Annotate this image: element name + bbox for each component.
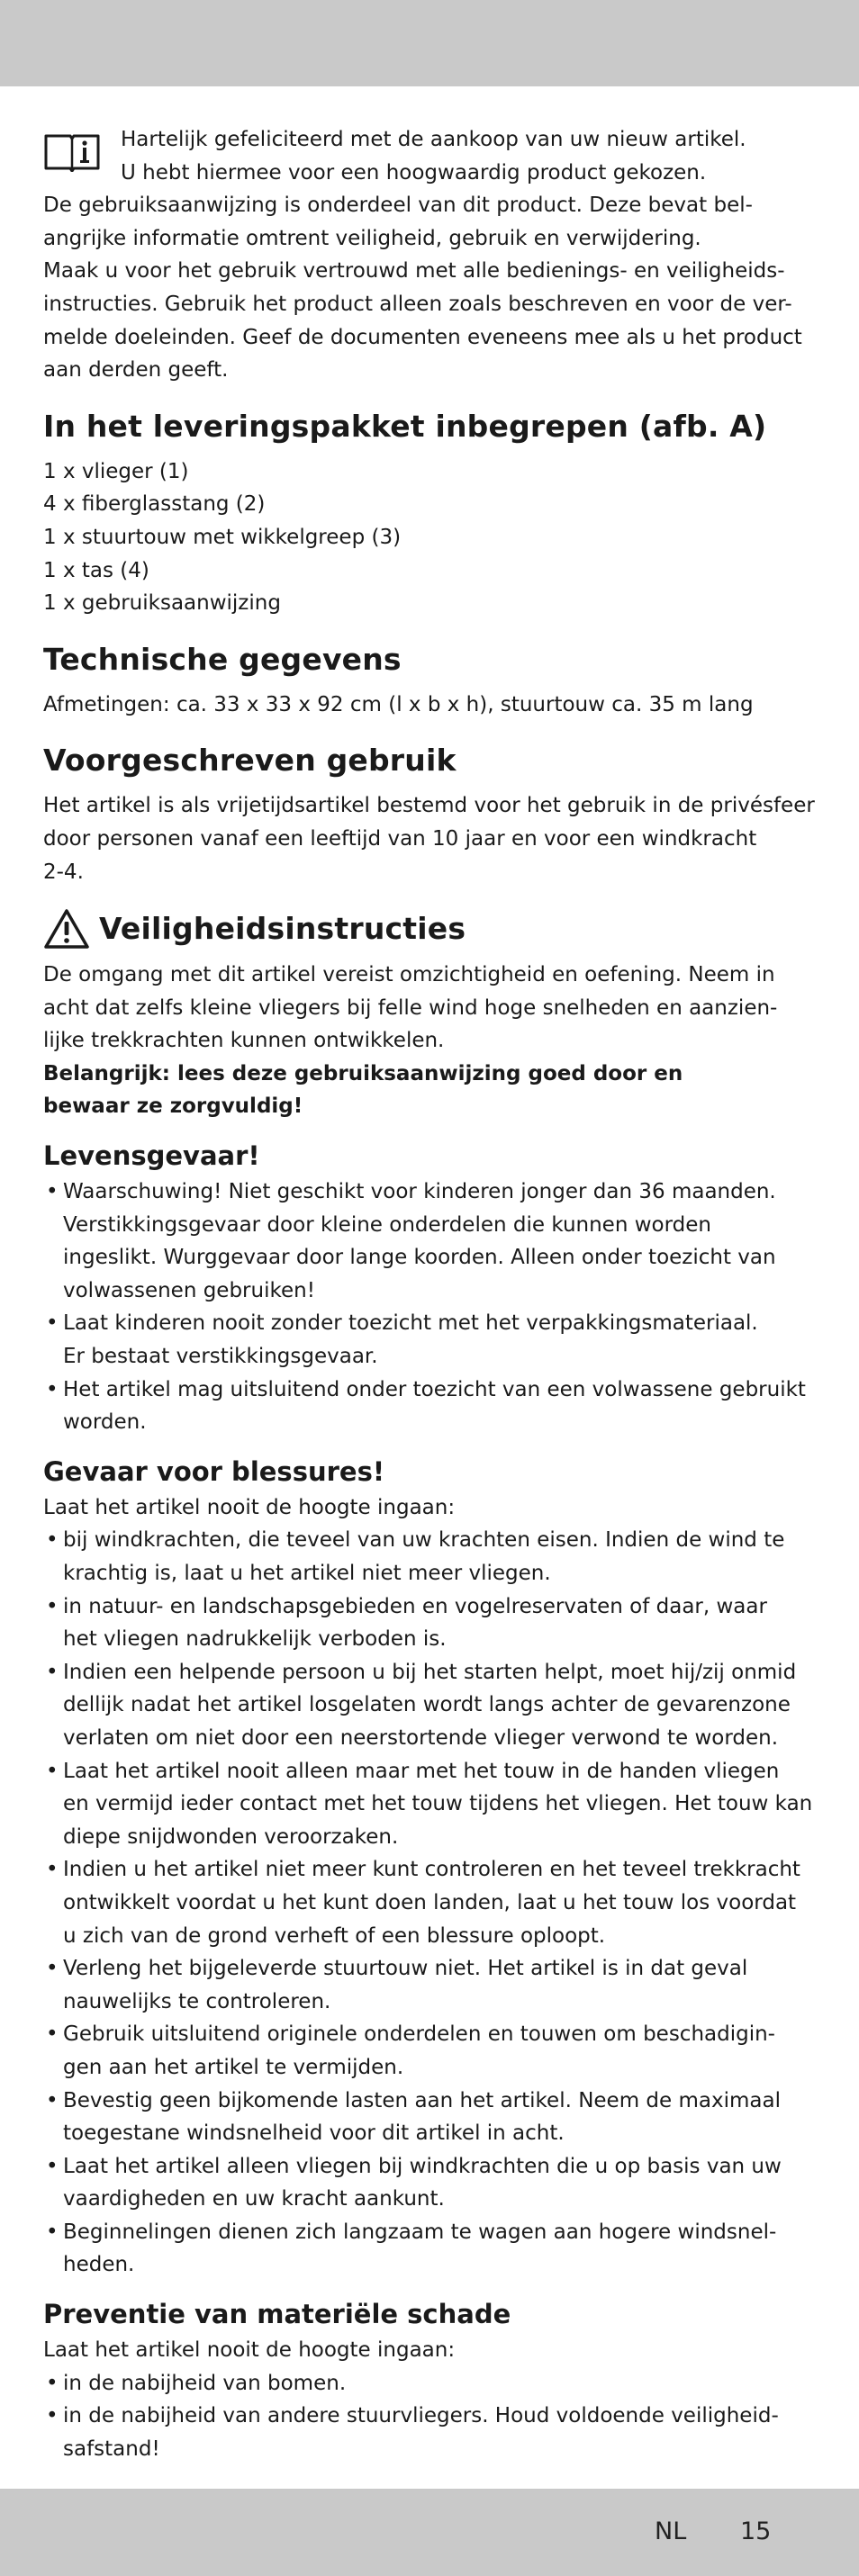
bullet-dot-icon: • <box>46 1660 59 1684</box>
intro-line: melde doeleinden. Geef de documenten eveneens mee als u het product <box>43 325 802 349</box>
bullet-line: u zich van de grond verheft of een blessure oploopt. <box>63 1923 606 1948</box>
bullet-item <box>43 2216 818 2282</box>
bullet-item <box>43 1307 818 1373</box>
bullet-line: worden. <box>63 1410 147 1435</box>
bullet-line: in natuur- en landschapsgebieden en vogelreservaten of daar, waar <box>63 1594 767 1618</box>
intended-line: 2-4. <box>43 860 84 884</box>
bullet-dot-icon: • <box>46 1377 59 1401</box>
bullet-line: toegestane windsnelheid voor dit artikel in acht. <box>63 2121 565 2146</box>
bullet-line: ingeslikt. Wurggevaar door lange koorden. Alleen onder toezicht van <box>63 1246 776 1270</box>
damage-heading-block <box>43 2296 818 2332</box>
bullet-dot-icon: • <box>46 1311 59 1336</box>
intro-line: Hartelijk gefeliciteerd met de aankoop van uw nieuw artikel. <box>121 128 746 151</box>
bullet-dot-icon: • <box>46 2371 59 2395</box>
damage-heading: Preventie van materiële schade <box>43 2299 511 2330</box>
list-item: 4 x fiberglasstang (2) <box>43 492 266 517</box>
bullet-item <box>43 1524 818 1590</box>
bullet-line: verlaten om niet door een neerstortende vlieger verwond te worden. <box>63 1725 779 1750</box>
bullet-dot-icon: • <box>46 2022 59 2047</box>
intro-section <box>43 123 818 387</box>
bullet-line: Gebruik uitsluitend originele onderdelen en touwen om beschadigin- <box>63 2022 775 2047</box>
bullet-item <box>43 1175 818 1307</box>
safety-heading-block <box>43 908 818 950</box>
footer-language: NL <box>655 2517 687 2545</box>
bullet-line: Laat het artikel alleen vliegen bij windkrachten die u op basis van uw <box>63 2154 782 2178</box>
danger-bullet-list <box>43 1175 818 1439</box>
bullet-item <box>43 2085 818 2150</box>
intro-line: Maak u voor het gebruik vertrouwd met alle bedienings- en veiligheids- <box>43 259 785 284</box>
bullet-line: dellijk nadat het artikel losgelaten wordt langs achter de gevarenzone <box>63 1693 791 1717</box>
bullet-dot-icon: • <box>46 1759 59 1783</box>
bullet-dot-icon: • <box>46 1180 59 1204</box>
header-band <box>0 0 859 86</box>
bullet-line: vaardigheden en uw kracht aankunt. <box>63 2187 445 2211</box>
bullet-dot-icon: • <box>46 1528 59 1553</box>
intro-line: angrijke informatie omtrent veiligheid, gebruik en verwijdering. <box>43 226 701 250</box>
bullet-dot-icon: • <box>46 1594 59 1618</box>
technical-text: Afmetingen: ca. 33 x 33 x 92 cm (l x b x h), stuurtouw ca. 35 m lang <box>43 692 754 716</box>
bullet-line: Bevestig geen bijkomende lasten aan het artikel. Neem de maximaal <box>63 2088 781 2112</box>
bullet-line: Verleng het bijgeleverde stuurtouw niet. Het artikel is in dat geval <box>63 1957 748 1981</box>
bullet-line: Beginnelingen dienen zich langzaam te wagen aan hogere windsnel- <box>63 2220 777 2244</box>
danger-heading: Levensgevaar! <box>43 1140 260 1172</box>
bullet-line: krachtig is, laat u het artikel niet meer vliegen. <box>63 1562 551 1585</box>
bullet-item <box>43 1590 818 1656</box>
bullet-line: in de nabijheid van andere stuurvliegers. Houd voldoende veiligheid- <box>63 2404 779 2428</box>
list-item: 1 x stuurtouw met wikkelgreep (3) <box>43 525 402 549</box>
bullet-item <box>43 2150 818 2216</box>
bullet-line: volwassenen gebruiken! <box>63 1278 315 1302</box>
bullet-line: safstand! <box>63 2436 160 2461</box>
important-notice: bewaar ze zorgvuldig! <box>43 1094 303 1119</box>
technical-heading-block <box>43 640 818 680</box>
bullet-line: ontwikkelt voordat u het kunt doen landen, laat u het touw los voordat <box>63 1890 797 1914</box>
bullet-line: Waarschuwing! Niet geschikt voor kinderen jonger dan 36 maanden. <box>63 1180 776 1204</box>
bullet-line: bij windkrachten, die teveel van uw krachten eisen. Indien de wind te <box>63 1528 785 1553</box>
bullet-item <box>43 2400 818 2465</box>
important-notice: Belangrijk: lees deze gebruiksaanwijzing goed door en <box>43 1061 683 1085</box>
safety-line: De omgang met dit artikel vereist omzichtigheid en oefening. Neem in <box>43 963 775 987</box>
bullet-line: in de nabijheid van bomen. <box>63 2371 347 2395</box>
page-number: 15 <box>740 2517 772 2545</box>
bullet-item <box>43 2018 818 2084</box>
footer-band <box>0 2489 859 2576</box>
bullet-line: Laat kinderen nooit zonder toezicht met het verpakkingsmateriaal. <box>63 1311 758 1336</box>
danger-heading-block <box>43 1138 818 1174</box>
bullet-line: Verstikkingsgevaar door kleine onderdelen die kunnen worden <box>63 1212 711 1237</box>
intended-line: Het artikel is als vrijetijdsartikel bestemd voor het gebruik in de privésfeer <box>43 794 815 818</box>
intro-line: aan derden geeft. <box>43 358 229 383</box>
bullet-line: Laat het artikel nooit alleen maar met het touw in de handen vliegen <box>63 1759 780 1783</box>
delivery-heading: In het leveringspakket inbegrepen (afb. A) <box>43 408 767 444</box>
damage-lead: Laat het artikel nooit de hoogte ingaan: <box>43 2338 456 2363</box>
bullet-item <box>43 1853 818 1952</box>
bullet-item <box>43 1952 818 2018</box>
bullet-line: Het artikel mag uitsluitend onder toezicht van een volwassene gebruikt <box>63 1377 806 1401</box>
bullet-line: Indien u het artikel niet meer kunt controleren en het teveel trekkracht <box>63 1858 800 1882</box>
bullet-item <box>43 1656 818 1755</box>
bullet-line: Er bestaat verstikkingsgevaar. <box>63 1345 378 1369</box>
bullet-line: en vermijd ieder contact met het touw tijdens het vliegen. Het touw kan <box>63 1792 813 1816</box>
delivery-heading-block <box>43 407 818 446</box>
bullet-dot-icon: • <box>46 2088 59 2112</box>
list-item: 1 x tas (4) <box>43 558 149 582</box>
injury-lead: Laat het artikel nooit de hoogte ingaan: <box>43 1495 456 1519</box>
intended-heading-block <box>43 741 818 780</box>
intro-line: U hebt hiermee voor een hoogwaardig product gekozen. <box>121 160 707 185</box>
injury-bullet-list <box>43 1524 818 2282</box>
safety-heading: Veiligheidsinstructies <box>99 911 466 947</box>
intended-heading: Voorgeschreven gebruik <box>43 743 457 779</box>
bullet-line: nauwelijks te controleren. <box>63 1989 331 2013</box>
safety-line: acht dat zelfs kleine vliegers bij felle wind hoge snelheden en aanzien- <box>43 995 778 1020</box>
injury-heading: Gevaar voor blessures! <box>43 1455 385 1487</box>
bullet-line: het vliegen nadrukkelijk verboden is. <box>63 1627 447 1652</box>
injury-heading-block <box>43 1454 818 1490</box>
technical-heading: Technische gegevens <box>43 641 402 677</box>
delivery-list <box>43 455 818 620</box>
bullet-dot-icon: • <box>46 1957 59 1981</box>
list-item: 1 x gebruiksaanwijzing <box>43 591 281 616</box>
bullet-item <box>43 1755 818 1854</box>
info-book-icon <box>43 131 101 172</box>
manual-content <box>43 123 818 2465</box>
bullet-line: heden. <box>63 2253 135 2277</box>
intended-line: door personen vanaf een leeftijd van 10 jaar en voor een windkracht <box>43 826 757 851</box>
bullet-dot-icon: • <box>46 2220 59 2244</box>
bullet-dot-icon: • <box>46 2154 59 2178</box>
bullet-dot-icon: • <box>46 2404 59 2428</box>
bullet-item <box>43 1374 818 1439</box>
bullet-line: diepe snijdwonden veroorzaken. <box>63 1824 399 1849</box>
bullet-line: Indien een helpende persoon u bij het starten helpt, moet hij/zij onmid <box>63 1660 797 1684</box>
list-item: 1 x vlieger (1) <box>43 459 189 483</box>
bullet-line: gen aan het artikel te vermijden. <box>63 2055 404 2079</box>
intro-line: instructies. Gebruik het product alleen zoals beschreven en voor de ver- <box>43 292 792 316</box>
damage-bullet-list <box>43 2367 818 2466</box>
bullet-item <box>43 2367 818 2400</box>
safety-line: lijke trekkrachten kunnen ontwikkelen. <box>43 1029 445 1053</box>
warning-triangle-icon <box>43 908 90 950</box>
intro-line: De gebruiksaanwijzing is onderdeel van dit product. Deze bevat bel- <box>43 194 753 218</box>
bullet-dot-icon: • <box>46 1858 59 1882</box>
